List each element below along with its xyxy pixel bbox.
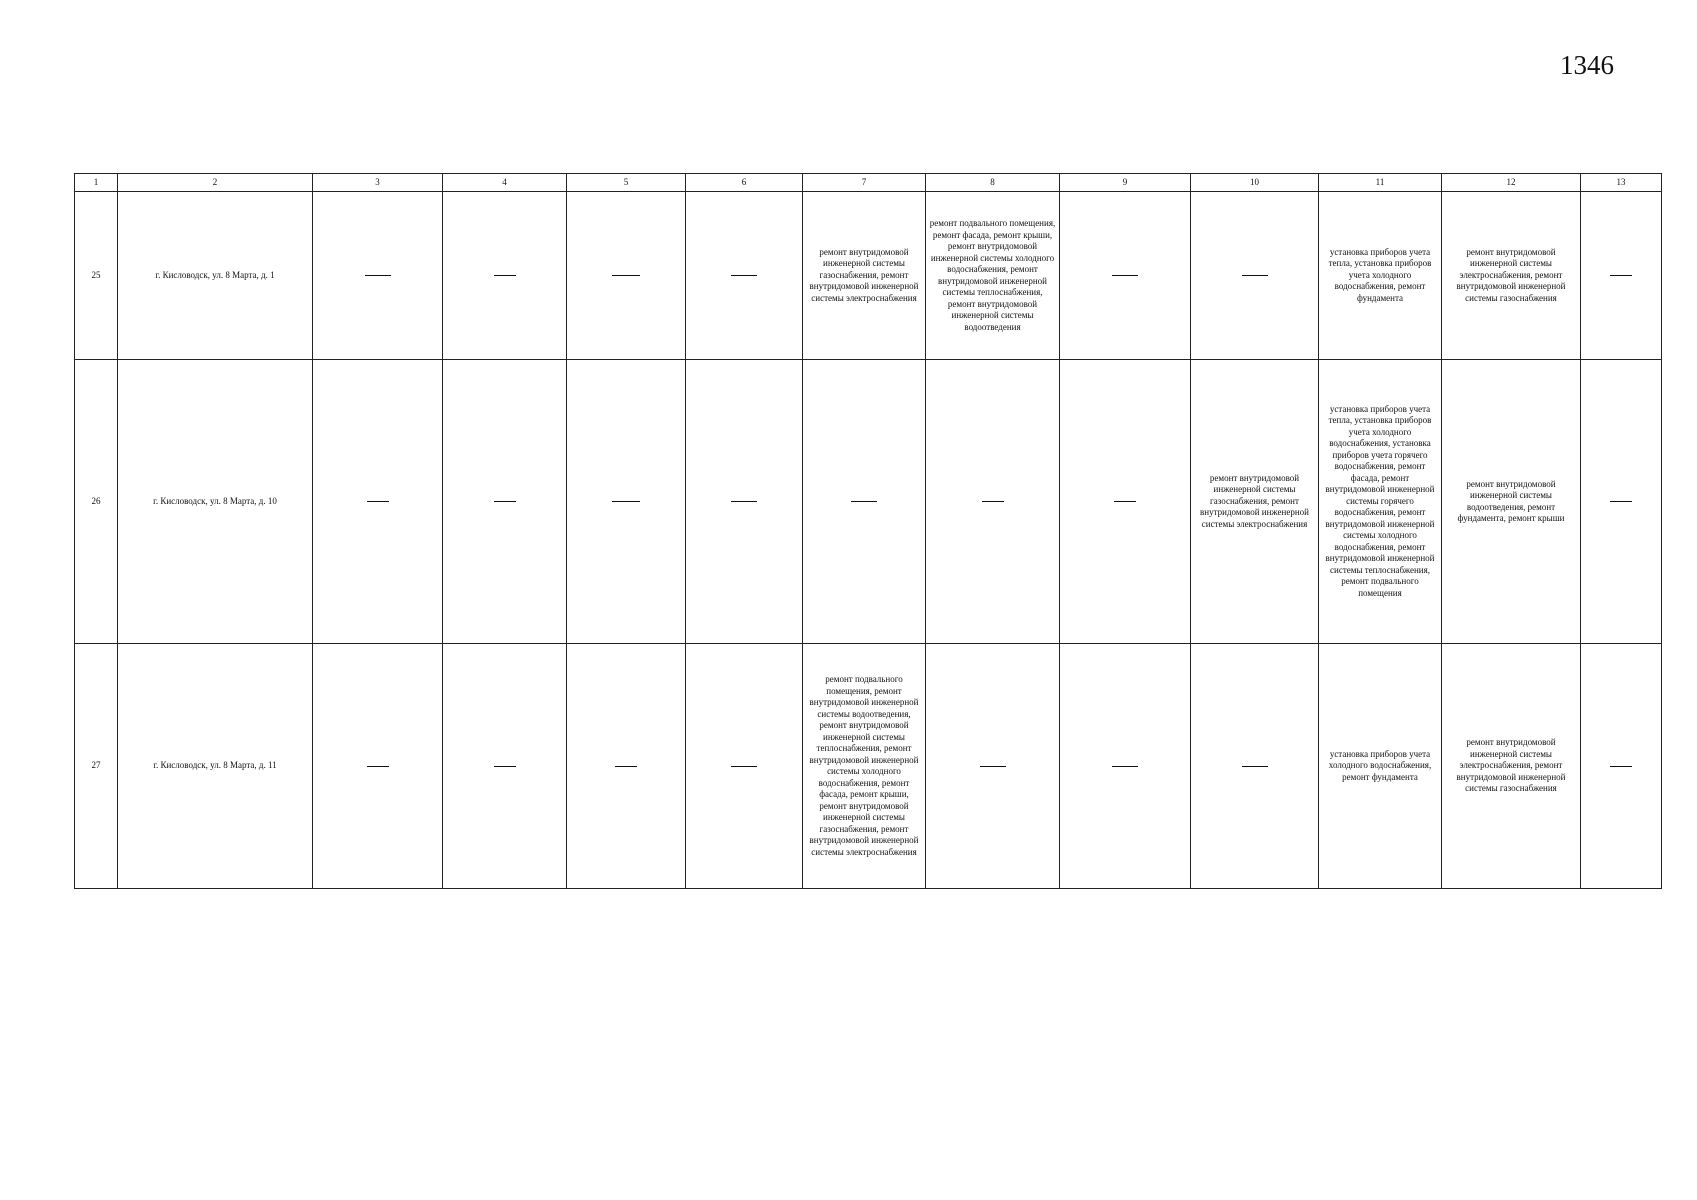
row-number: 25 [75,192,118,360]
column-header: 2 [118,174,313,192]
dash-mark [731,766,757,767]
dash-mark [494,501,516,502]
repair-schedule-table [74,173,1662,889]
table-row [75,644,1662,889]
dash-mark [980,766,1006,767]
address-cell: г. Кисловодск, ул. 8 Марта, д. 1 [118,192,313,360]
repair-works-cell: ремонт внутридомовой инженерной системы газоснабжения, ремонт внутридомовой инженерной системы электроснабжения [1191,360,1319,644]
empty-cell-dash [443,644,567,889]
dash-mark [982,501,1004,502]
empty-cell-dash [1060,360,1191,644]
dash-mark [367,501,389,502]
repair-works-cell: ремонт внутридомовой инженерной системы газоснабжения, ремонт внутридомовой инженерной системы электроснабжения [803,192,926,360]
empty-cell-dash [686,360,803,644]
repair-works-cell: ремонт внутридомовой инженерной системы водоотведения, ремонт фундамента, ремонт крыши [1442,360,1581,644]
dash-mark [612,275,640,276]
empty-cell-dash [1581,644,1662,889]
empty-cell-dash [443,192,567,360]
dash-mark [1112,275,1138,276]
empty-cell-dash [567,360,686,644]
column-header: 13 [1581,174,1662,192]
repair-works-cell: установка приборов учета тепла, установка приборов учета холодного водоснабжения, установка приборов учета горячего водоснабжения, ремонт фасада, ремонт внутридомовой инженерной системы горячего водоснабжения, ремонт внутридомовой инженерной системы холодного водоснабжения, ремонт внутридомовой инженерной системы теплоснабжения, ремонт подвального помещения [1319,360,1442,644]
empty-cell-dash [567,644,686,889]
page-number: 1346 [1560,50,1614,80]
empty-cell-dash [567,192,686,360]
empty-cell-dash [686,644,803,889]
column-header: 1 [75,174,118,192]
table-row [75,360,1662,644]
empty-cell-dash [1060,192,1191,360]
empty-cell-dash [1191,192,1319,360]
row-number: 26 [75,360,118,644]
empty-cell-dash [803,360,926,644]
repair-works-cell: ремонт внутридомовой инженерной системы электроснабжения, ремонт внутридомовой инженерной системы газоснабжения [1442,644,1581,889]
dash-mark [1610,766,1632,767]
dash-mark [494,766,516,767]
dash-mark [1112,766,1138,767]
repair-works-cell: ремонт внутридомовой инженерной системы электроснабжения, ремонт внутридомовой инженерной системы газоснабжения [1442,192,1581,360]
dash-mark [1242,275,1268,276]
empty-cell-dash [1581,192,1662,360]
column-header: 3 [313,174,443,192]
column-header: 11 [1319,174,1442,192]
dash-mark [367,766,389,767]
empty-cell-dash [313,192,443,360]
dash-mark [731,275,757,276]
address-cell: г. Кисловодск, ул. 8 Марта, д. 10 [118,360,313,644]
empty-cell-dash [313,360,443,644]
dash-mark [365,275,391,276]
empty-cell-dash [1060,644,1191,889]
column-header: 4 [443,174,567,192]
column-header: 7 [803,174,926,192]
empty-cell-dash [686,192,803,360]
dash-mark [1242,766,1268,767]
dash-mark [1610,501,1632,502]
empty-cell-dash [443,360,567,644]
row-number: 27 [75,644,118,889]
empty-cell-dash [313,644,443,889]
empty-cell-dash [1581,360,1662,644]
address-cell: г. Кисловодск, ул. 8 Марта, д. 11 [118,644,313,889]
repair-works-cell: ремонт подвального помещения, ремонт внутридомовой инженерной системы водоотведения, ремонт внутридомовой инженерной системы теплоснабжения, ремонт внутридомовой инженерной системы холодного водоснабжения, ремонт фасада, ремонт крыши, ремонт внутридомовой инженерной системы газоснабжения, ремонт внутридомовой инженерной системы электроснабжения [803,644,926,889]
dash-mark [615,766,637,767]
dash-mark [612,501,640,502]
dash-mark [1610,275,1632,276]
dash-mark [851,501,877,502]
column-header: 9 [1060,174,1191,192]
column-header: 12 [1442,174,1581,192]
repair-works-cell: установка приборов учета тепла, установка приборов учета холодного водоснабжения, ремонт фундамента [1319,192,1442,360]
table-row [75,192,1662,360]
repair-works-cell: установка приборов учета холодного водоснабжения, ремонт фундамента [1319,644,1442,889]
empty-cell-dash [1191,644,1319,889]
column-header: 10 [1191,174,1319,192]
dash-mark [731,501,757,502]
column-header: 5 [567,174,686,192]
empty-cell-dash [926,644,1060,889]
column-header: 8 [926,174,1060,192]
dash-mark [494,275,516,276]
dash-mark [1114,501,1136,502]
column-number-header-row [75,174,1662,192]
repair-works-cell: ремонт подвального помещения, ремонт фасада, ремонт крыши, ремонт внутридомовой инженерной системы холодного водоснабжения, ремонт внутридомовой инженерной системы теплоснабжения, ремонт внутридомовой инженерной системы водоотведения [926,192,1060,360]
empty-cell-dash [926,360,1060,644]
column-header: 6 [686,174,803,192]
